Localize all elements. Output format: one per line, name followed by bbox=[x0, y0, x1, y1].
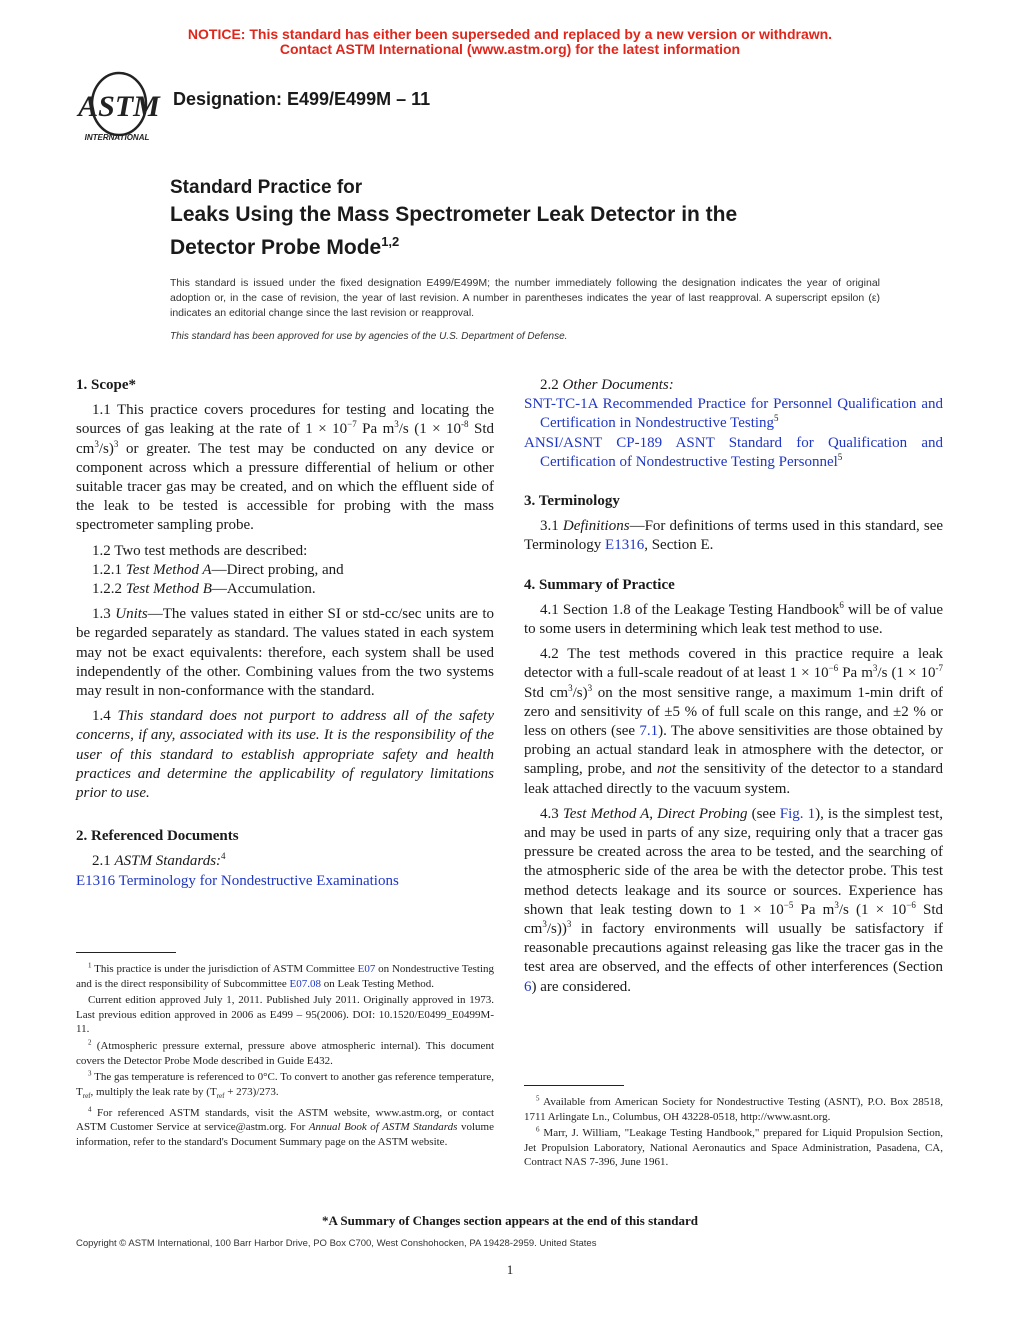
title-line-3: Detector Probe Mode bbox=[170, 236, 382, 259]
logo-subtext: INTERNATIONAL bbox=[84, 133, 150, 142]
title-footnote-ref: 1,2 bbox=[381, 234, 400, 249]
para-3-1: 3.1 Definitions—For definitions of terms used in this standard, see Terminology E1316, Section E. bbox=[524, 518, 944, 554]
link-section-6[interactable]: 6 bbox=[524, 978, 532, 995]
title-line-1: Standard Practice for bbox=[170, 177, 363, 198]
para-4-3: 4.3 Test Method A, Direct Probing (see Fig. 1), is the simplest test, and may be used in parts of any size, requiring only that a tracer gas pressure be created across the area to be tested, and the searching of the atmospheric side of the area be with the detector probe. This test method detects leakage and its source or sources. Experience has shown that leak testing down to $1 \times 10^{-5}$ Pa $m^3/s$ ($1 \times 10^{-6}$ Std $cm^3/s))^3$ in factory environments will usually be satisfactory if reasonable precautions against releasing gas like the tracer gas in the test area are observed, and the effects of other interferences (Section 6) are considered. bbox=[524, 805, 943, 995]
link-7-1[interactable]: 7.1 bbox=[639, 723, 659, 740]
footnote-1: $^1$ This practice is under the jurisdiction of ASTM Committee E07 on Nondestructive Testing and is the direct responsibility of Subcommittee E07.08 on Leak Testing Method. bbox=[76, 961, 494, 990]
footnote-2: $^2$ (Atmospheric pressure external, pressure above atmospheric internal). This document covers the Detector Probe Mode described in Guide E432. bbox=[76, 1038, 494, 1067]
summary-of-changes-note: *A Summary of Changes section appears at the end of this standard bbox=[322, 1213, 698, 1228]
left-footnotes bbox=[76, 962, 494, 1151]
para-1-2-2: 1.2.2 Test Method B—Accumulation. bbox=[92, 581, 316, 598]
ref-e1316-title[interactable]: Terminology for Nondestructive Examinations bbox=[115, 872, 399, 889]
withdrawal-notice bbox=[0, 27, 1020, 57]
referenced-docs-heading: 2. Referenced Documents bbox=[76, 828, 239, 845]
astm-logo-icon bbox=[72, 70, 162, 146]
footnote-4: $^4$ For referenced ASTM standards, visit the ASTM website, www.astm.org, or contact ASTM Customer Service at service@astm.org. For Annual Book of ASTM Standards volume information, refer to the standard's Document Summary page on the ASTM website. bbox=[76, 1104, 494, 1148]
footnote-6: $^6$ Marr, J. William, "Leakage Testing Handbook," prepared for Liquid Propulsion Section, Jet Propulsion Laboratory, National Aeronautics and Space Administration, Pasadena, CA, Contract NAS 7-396, June 1961. bbox=[524, 1125, 943, 1169]
left-column bbox=[76, 376, 494, 897]
ref-ansi-code[interactable]: ANSI/ASNT CP-189 bbox=[524, 434, 663, 451]
scope-heading: 1. Scope* bbox=[76, 377, 136, 393]
ref-ansi-asnt[interactable]: ANSI/ASNT CP-189 ASNT Standard for Qualification and Certification of Nondestructive Testing Personnel$^5$ bbox=[524, 434, 943, 470]
right-column bbox=[524, 376, 943, 1003]
notice-line-1: NOTICE: This standard has either been superseded and replaced by a new version or withdrawn. bbox=[187, 26, 833, 42]
link-e1316[interactable]: E1316 bbox=[605, 537, 645, 554]
para-1-3: 1.3 Units—The values stated in either SI or std-cc/sec units are to be regarded separately as standard. The values stated in each system may not be exact equivalents: therefore, each system shall be used independently of the other. Combining values from the two systems may result in non-conformance with the standard. bbox=[76, 606, 495, 700]
footnote-3: $^3$ The gas temperature is referenced to 0°C. To convert to another gas reference temperature, $T_{ref}$, multiply the leak rate by $(T_{ref} + 273)/273$. bbox=[76, 1069, 494, 1100]
link-fig-1[interactable]: Fig. 1 bbox=[779, 805, 816, 822]
copyright-line: Copyright © ASTM International, 100 Barr Harbor Drive, PO Box C700, West Conshohocken, PA 19428-2959. United States bbox=[76, 1238, 597, 1249]
issued-note: This standard is issued under the fixed designation E499/E499M; the number immediately following the designation indicates the year of original adoption or, in the case of revision, the year of last revision. A number in parentheses indicates the year of last reapproval. A superscript epsilon (ε) indicates an editorial change since the last revision or reapproval. bbox=[170, 277, 880, 319]
para-1-2: 1.2 Two test methods are described: bbox=[92, 542, 308, 559]
link-e07-08[interactable]: E07.08 bbox=[289, 977, 322, 990]
para-1-1: 1.1 This practice covers procedures for testing and locating the sources of gas leaking at the rate of $1 \times 10^{-7}$ Pa $m^3/s$ ($1 \times 10^{-8}$ Std $cm^3/s)^3$ or greater. The test may be conducted on any device or component across which a pressure differential of helium or other suitable tracer gas may be created, and on which the effluent side of the leak to be tested is accessible for probing with the mass spectrometer sampling probe. bbox=[76, 402, 494, 534]
ref-e1316-code[interactable]: E1316 bbox=[76, 872, 116, 889]
link-e07[interactable]: E07 bbox=[357, 963, 376, 975]
para-4-2: 4.2 The test methods covered in this practice require a leak detector with a full-scale readout of at least $1 \times 10^{-6}$ Pa $m^3/s$ ($1 \times 10^{-7}$ Std $cm^3/s)^3$ on the most sensitive range, a maximum 1-min drift of zero and sensitivity of ±5 % of full scale on this range, and ±2 % or less on others (see 7.1). The above sensitivities are those obtained by probing an actual standard leak in atmosphere with the detector, or sampling, probe, and not the sensitivity of the detector to a standard leak attached directly to the vacuum system. bbox=[524, 646, 944, 797]
ref-snt-title[interactable]: Recommended Practice for Personnel Qualification and Certification in Nondestructive Testing bbox=[540, 396, 943, 432]
left-footnote-rule bbox=[76, 952, 176, 953]
ref-e1316[interactable] bbox=[76, 872, 494, 891]
para-1-2-1: 1.2.1 Test Method A—Direct probing, and bbox=[92, 561, 344, 578]
right-footnotes bbox=[524, 1095, 943, 1172]
ref-snt-tc-1a[interactable]: SNT-TC-1A Recommended Practice for Personnel Qualification and Certification in Nondestructive Testing$^5$ bbox=[524, 396, 943, 432]
footnote-1-edition: Current edition approved July 1, 2011. Published July 2011. Originally approved in 1973. Last previous edition approved in 2006 as E499 – 95(2006). DOI: 10.1520/E0499_E0499M-11. bbox=[76, 994, 494, 1036]
ref-snt-code[interactable]: SNT-TC-1A bbox=[524, 396, 598, 413]
title-line-2: Leaks Using the Mass Spectrometer Leak Detector in the bbox=[170, 203, 738, 226]
para-4-1: 4.1 Section 1.8 of the Leakage Testing Handbook$^6$ will be of value to some users in determining which leak test method to use. bbox=[524, 599, 943, 638]
page-number: 1 bbox=[506, 1262, 514, 1277]
logo-text: ASTM bbox=[78, 90, 160, 123]
ref-ansi-title[interactable]: ASNT Standard for Qualification and Certification of Nondestructive Testing Personnel bbox=[540, 434, 943, 470]
terminology-heading: 3. Terminology bbox=[524, 493, 620, 510]
right-footnote-rule bbox=[524, 1085, 624, 1086]
summary-heading: 4. Summary of Practice bbox=[524, 576, 675, 593]
standard-title bbox=[170, 174, 930, 261]
dod-approval-note: This standard has been approved for use by agencies of the U.S. Department of Defense. bbox=[170, 331, 568, 342]
notice-line-2: Contact ASTM International (www.astm.org) for the latest information bbox=[279, 41, 741, 57]
para-1-4: 1.4 This standard does not purport to address all of the safety concerns, if any, associated with its use. It is the responsibility of the user of this standard to establish appropriate safety and health practices and determine the applicability of regulatory limitations prior to use. bbox=[76, 708, 495, 802]
footnote-5: $^5$ Available from American Society for Nondestructive Testing (ASNT), P.O. Box 28518, 1711 Arlingate Ln., Columbus, OH 43228-0518, http://www.asnt.org. bbox=[524, 1094, 943, 1123]
para-2-1: 2.1 ASTM Standards:$^4$ bbox=[92, 851, 226, 870]
para-2-2: 2.2 Other Documents: bbox=[540, 377, 674, 393]
designation: Designation: E499/E499M – 11 bbox=[173, 89, 431, 109]
